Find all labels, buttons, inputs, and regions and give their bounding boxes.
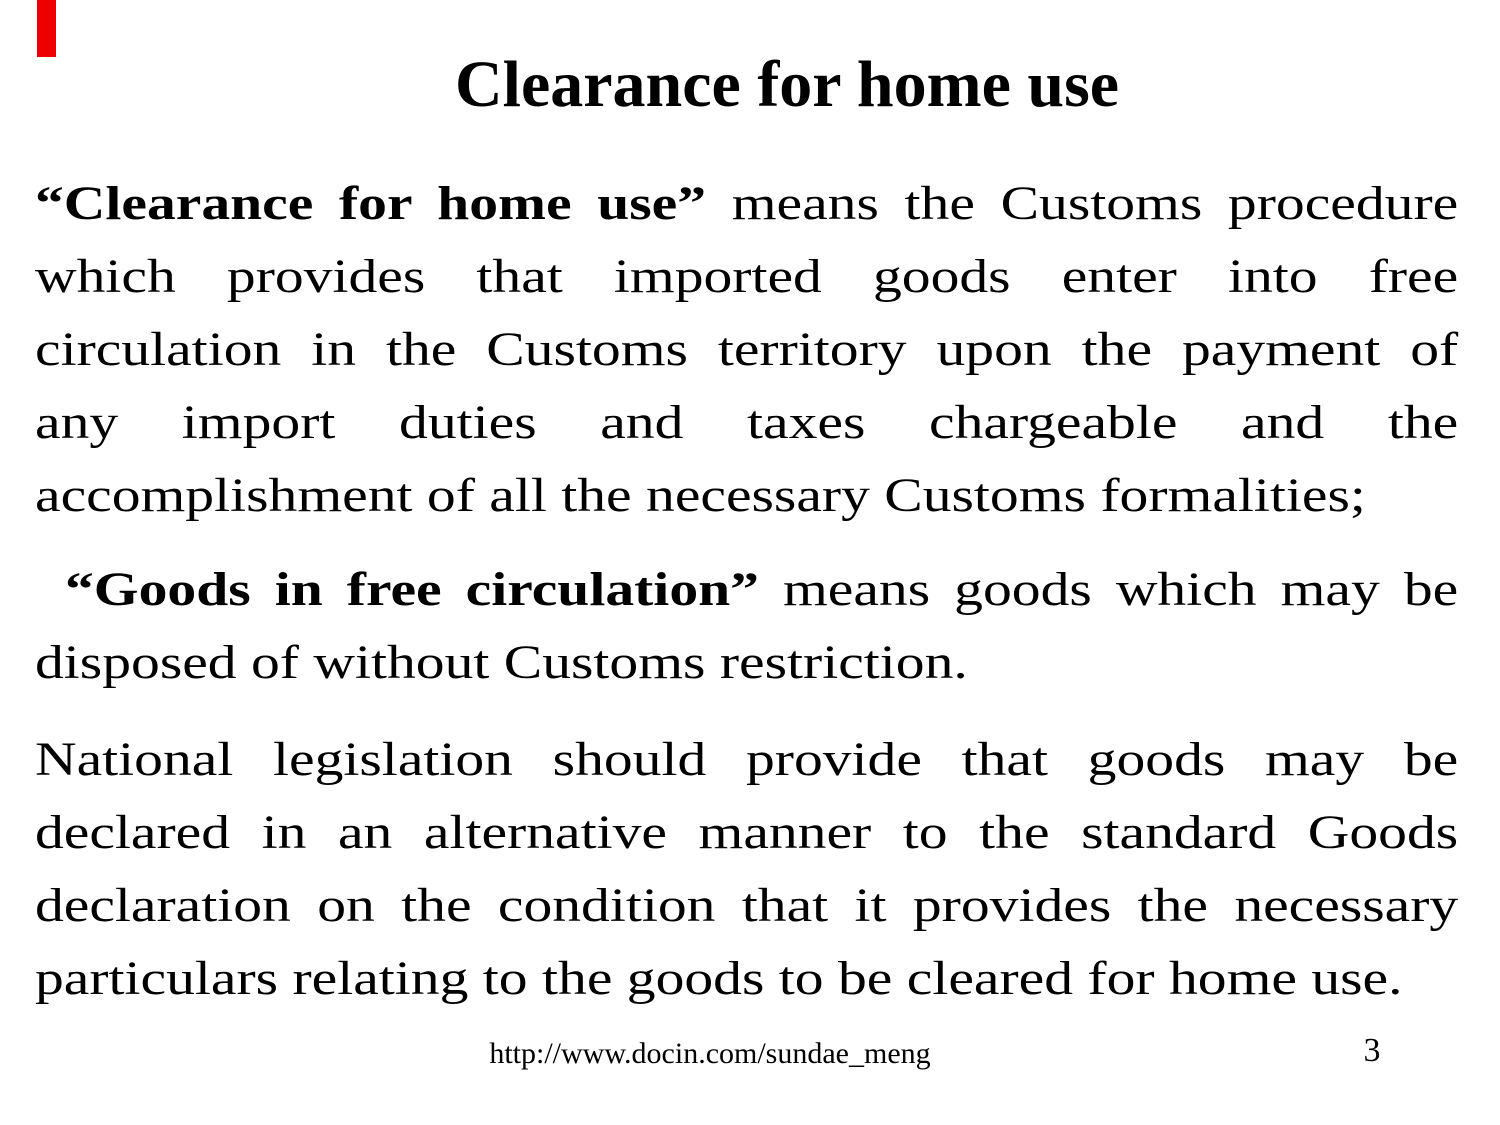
text-line xyxy=(35,459,1458,532)
text-line xyxy=(35,626,1458,699)
bold-term: “Clearance for home use” xyxy=(35,177,707,230)
text-line xyxy=(35,869,1458,942)
text-run: particulars relating to the goods to be cleared for home use. xyxy=(35,952,1403,1005)
text-run: declared in an alternative manner to the standard Goods xyxy=(35,806,1459,859)
text-line xyxy=(35,942,1458,1015)
text-line xyxy=(35,240,1458,313)
text-line xyxy=(35,313,1458,386)
text-run: circulation in the Customs territory upon the payment of xyxy=(35,323,1459,376)
slide-body xyxy=(35,167,1458,1015)
text-line xyxy=(35,553,1458,626)
footer-url: http://www.docin.com/sundae_meng xyxy=(489,1037,931,1070)
text-run: accomplishment of all the necessary Customs formalities; xyxy=(35,469,1366,522)
accent-bar xyxy=(37,0,56,57)
text-run: means the Customs procedure xyxy=(706,177,1459,230)
text-line xyxy=(35,796,1458,869)
text-run: declaration on the condition that it provides the necessary xyxy=(35,879,1459,932)
text-line xyxy=(35,386,1458,459)
text-run: disposed of without Customs restriction. xyxy=(35,636,968,689)
text-run: National legislation should provide that goods may be xyxy=(35,733,1459,786)
paragraph xyxy=(35,167,1458,532)
slide-title: Clearance for home use xyxy=(454,48,1120,121)
page-number: 3 xyxy=(1363,1032,1381,1069)
text-run: means goods which may be xyxy=(758,563,1459,616)
text-run: any import duties and taxes chargeable and the xyxy=(35,396,1459,449)
text-line xyxy=(35,167,1458,240)
text-line xyxy=(35,723,1458,796)
text-run: which provides that imported goods enter into free xyxy=(35,250,1459,303)
paragraph xyxy=(35,723,1458,1015)
bold-term: “Goods in free circulation” xyxy=(65,563,759,616)
paragraph xyxy=(35,553,1458,699)
